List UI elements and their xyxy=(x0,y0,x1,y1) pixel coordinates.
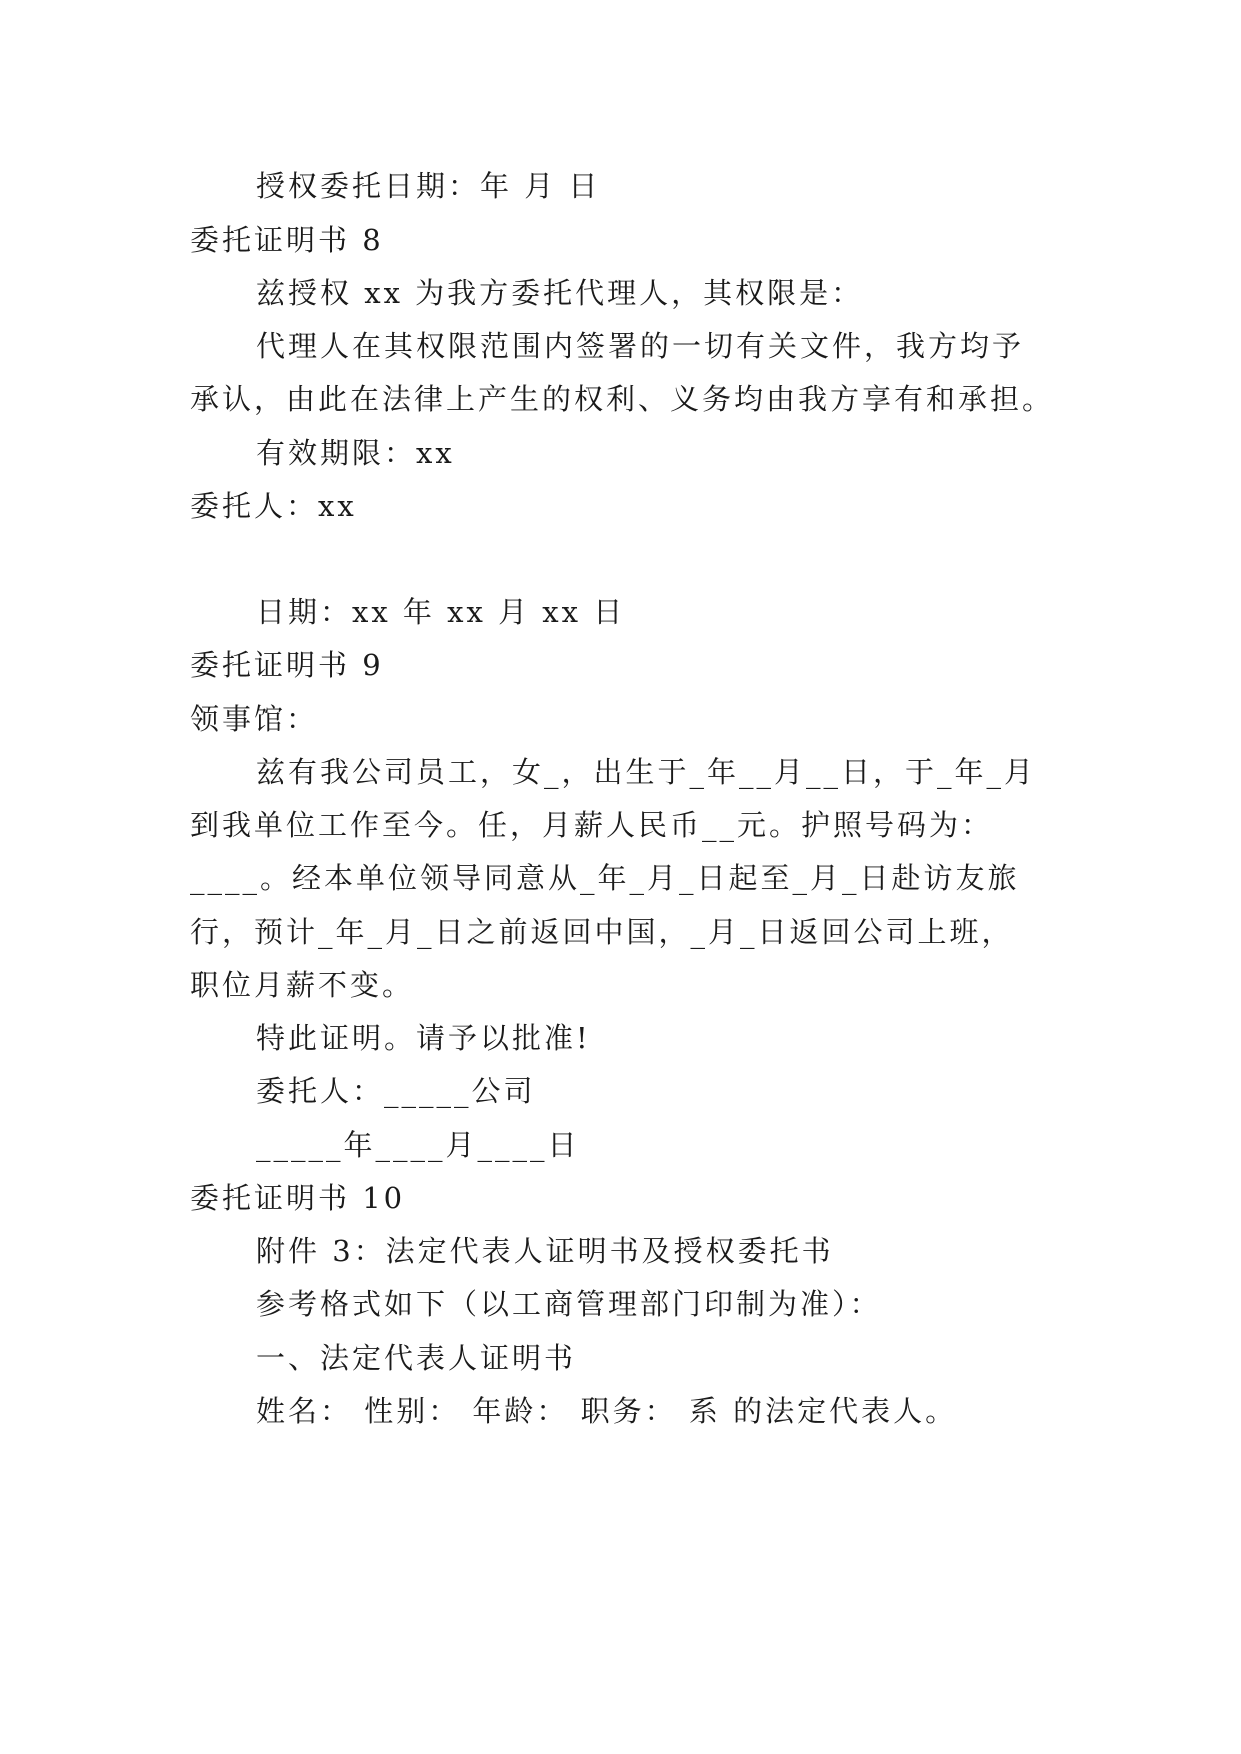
paragraph-line: 职位月薪不变。 xyxy=(190,968,415,1002)
paragraph-line: 兹授权 xx 为我方委托代理人，其权限是： xyxy=(256,276,864,310)
authorization-date-line: 授权委托日期：年 月 日 xyxy=(256,169,601,203)
form-fields-line: 姓名： 性别： 年龄： 职务： 系 的法定代表人。 xyxy=(256,1394,958,1428)
date-line: 日期：xx 年 xx 月 xx 日 xyxy=(256,595,626,629)
certification-line: 特此证明。请予以批准! xyxy=(256,1021,591,1055)
paragraph-line: ____。经本单位领导同意从_年_月_日起至_月_日赴访友旅 xyxy=(190,861,1020,895)
section-heading-10: 委托证明书 10 xyxy=(190,1181,406,1215)
paragraph-line: 行，预计_年_月_日之前返回中国，_月_日返回公司上班， xyxy=(190,915,1014,949)
paragraph-line: 承认，由此在法律上产生的权利、义务均由我方享有和承担。 xyxy=(190,382,1055,416)
paragraph-line: 到我单位工作至今。任，月薪人民币__元。护照号码为： xyxy=(190,808,994,842)
validity-line: 有效期限：xx xyxy=(256,436,455,470)
subsection-heading: 一、法定代表人证明书 xyxy=(256,1341,577,1375)
paragraph-line: 代理人在其权限范围内签署的一切有关文件，我方均予 xyxy=(256,329,1025,363)
blank-date-line: _____年____月____日 xyxy=(256,1128,580,1162)
principal-company-line: 委托人：_____公司 xyxy=(256,1074,536,1108)
format-note-line: 参考格式如下（以工商管理部门印制为准）： xyxy=(256,1287,882,1321)
addressee-line: 领事馆： xyxy=(190,702,319,736)
section-heading-9: 委托证明书 9 xyxy=(190,648,384,682)
principal-line: 委托人：xx xyxy=(190,489,357,523)
section-heading-8: 委托证明书 8 xyxy=(190,223,384,257)
paragraph-line: 兹有我公司员工，女_，出生于_年__月__日，于_年_月 xyxy=(256,755,1037,789)
attachment-line: 附件 3：法定代表人证明书及授权委托书 xyxy=(256,1234,834,1268)
